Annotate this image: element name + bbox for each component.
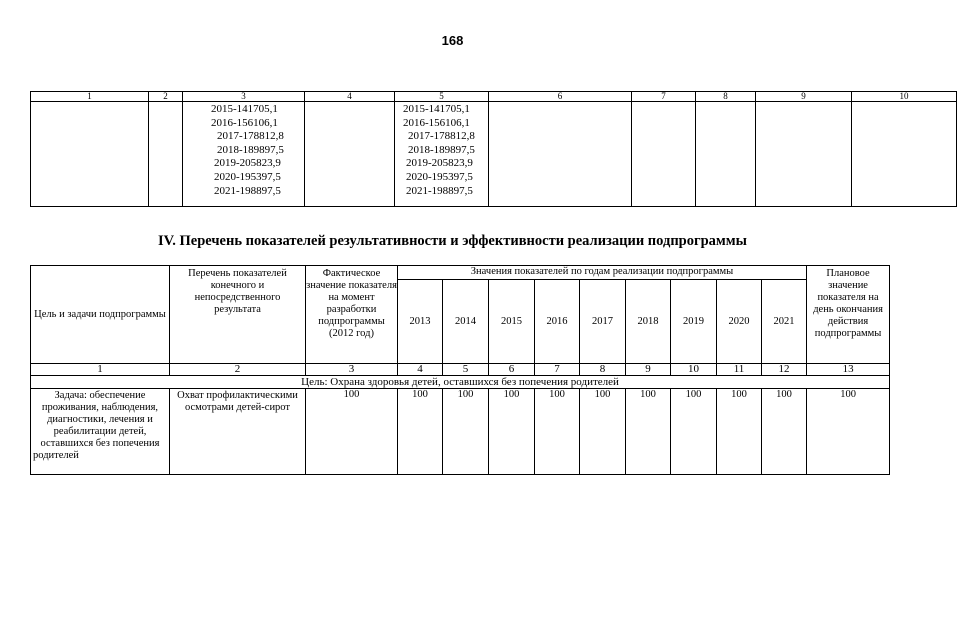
year-value-cell: 100 [626,389,671,475]
table-cell [31,102,149,207]
funding-year-value: 2020-195397,5 [214,170,281,183]
header-row [31,266,890,280]
column-number: 4 [305,92,395,102]
table-cell [632,102,696,207]
column-number: 1 [31,364,170,376]
planned-value-cell: 100 [807,389,890,475]
column-number: 8 [696,92,756,102]
header-year: 2017 [580,280,626,364]
column-number: 12 [762,364,807,376]
year-value-cell: 100 [762,389,807,475]
task-cell: Задача: обеспечение проживания, наблюдения, диагностики, лечения и реабилитации детей, оставшихся без попечения родителей [31,389,170,475]
column-number: 9 [756,92,852,102]
continuation-data-row [31,102,957,207]
column-number: 4 [398,364,443,376]
year-value-cell: 100 [443,389,489,475]
year-value-cell: 100 [535,389,580,475]
column-number: 11 [717,364,762,376]
column-number: 8 [580,364,626,376]
column-number: 1 [31,92,149,102]
funding-year-value: 2016-156106,1 [211,116,278,129]
column-number-row [31,364,890,376]
funding-year-value: 2017-178812,8 [408,130,475,143]
goal-text: Цель: Охрана здоровья детей, оставшихся без попечения родителей [31,376,890,389]
funding-year-value: 2019-205823,9 [406,157,473,170]
header-year: 2019 [671,280,717,364]
header-yearly-values: Значения показателей по годам реализации подпрограммы [398,266,807,280]
column-number: 5 [395,92,489,102]
header-year: 2013 [398,280,443,364]
column-number: 3 [183,92,305,102]
column-number: 10 [852,92,957,102]
section-title: IV. Перечень показателей результативности и эффективности реализации подпрограммы [158,233,747,249]
year-value-cell: 100 [398,389,443,475]
year-value-cell: 100 [671,389,717,475]
funding-year-value: 2017-178812,8 [217,130,284,143]
funding-year-value: 2021-198897,5 [406,184,473,197]
column-number: 10 [671,364,717,376]
header-year: 2018 [626,280,671,364]
column-number: 7 [535,364,580,376]
column-number: 7 [632,92,696,102]
funding-year-value: 2021-198897,5 [214,184,281,197]
header-year: 2016 [535,280,580,364]
header-indicators-list: Перечень показателей конечного и непосредственного результата [170,266,306,364]
header-year: 2021 [762,280,807,364]
column-number: 2 [149,92,183,102]
year-value-cell: 100 [489,389,535,475]
funding-year-value: 2018-189897,5 [217,143,284,156]
table-cell [489,102,632,207]
table-cell [756,102,852,207]
header-year: 2014 [443,280,489,364]
column-number: 6 [489,92,632,102]
column-number: 6 [489,364,535,376]
table-cell [305,102,395,207]
table-cell [696,102,756,207]
column-number: 9 [626,364,671,376]
table-cell [149,102,183,207]
table-row [31,389,890,475]
header-year: 2020 [717,280,762,364]
header-actual-value: Фактическое значение показателя на момент разработки подпрограммы (2012 год) [306,266,398,364]
funding-by-year-col3 [183,102,305,207]
table-cell [852,102,957,207]
funding-year-value: 2020-195397,5 [406,170,473,183]
year-value-cell: 100 [580,389,626,475]
continuation-table [30,91,957,207]
column-number: 13 [807,364,890,376]
header-goal-tasks: Цель и задачи подпрограммы [31,266,170,364]
funding-year-value: 2015-141705,1 [211,103,278,115]
funding-year-value: 2018-189897,5 [408,143,475,156]
actual-value-cell: 100 [306,389,398,475]
header-year: 2015 [489,280,535,364]
column-number: 5 [443,364,489,376]
page-number: 168 [441,33,464,48]
year-value-cell: 100 [717,389,762,475]
goal-row [31,376,890,389]
funding-year-value: 2015-141705,1 [403,103,470,115]
funding-year-value: 2016-156106,1 [403,116,470,129]
funding-year-value: 2019-205823,9 [214,157,281,170]
indicators-table [30,265,890,475]
funding-by-year-col5 [395,102,489,207]
column-number: 3 [306,364,398,376]
column-number-row [31,92,957,102]
header-planned-value: Плановое значение показателя на день окончания действия подпрограммы [807,266,890,364]
column-number: 2 [170,364,306,376]
indicator-cell: Охват профилактическими осмотрами детей-сирот [170,389,306,475]
